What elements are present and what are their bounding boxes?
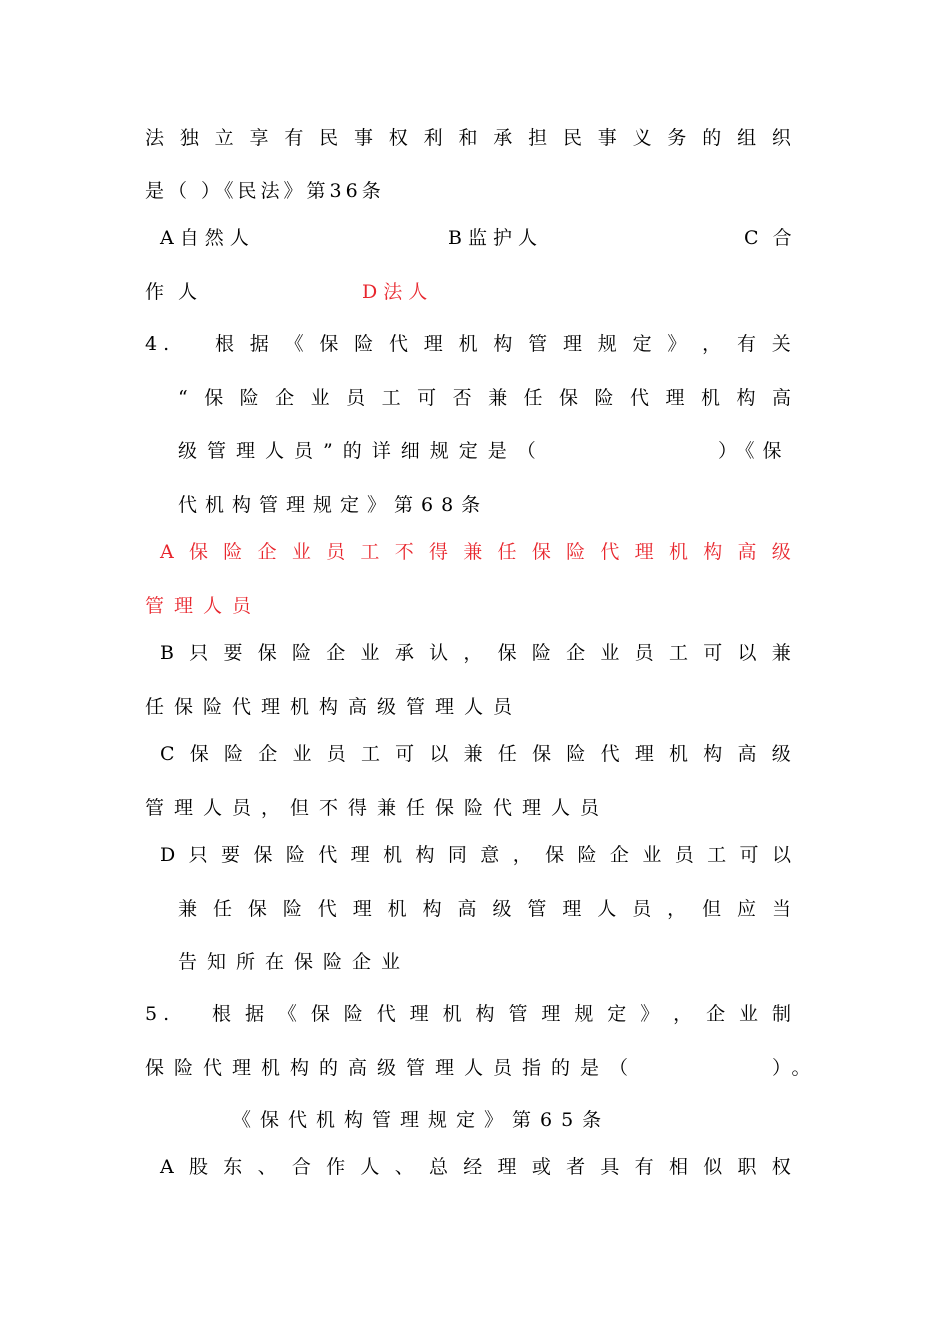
char: 管	[528, 333, 548, 355]
char: 员	[346, 387, 366, 409]
line-text: 代机构管理规定》第68条	[178, 494, 489, 516]
char: 保	[545, 844, 565, 866]
char: 构	[422, 898, 442, 920]
char: 得	[428, 541, 448, 563]
option-b-text: B监护人	[448, 227, 543, 249]
char: 否	[452, 387, 472, 409]
option-a	[160, 1155, 791, 1179]
char: 工	[360, 743, 380, 765]
char: 代	[388, 333, 408, 355]
char: 应	[737, 898, 757, 920]
char: 兼	[771, 642, 791, 664]
char: 机	[458, 333, 478, 355]
char: 级	[492, 898, 512, 920]
option-d	[160, 843, 791, 867]
question-number-text: 5.	[145, 1003, 176, 1025]
option-c	[160, 742, 791, 766]
char: 认	[429, 642, 449, 664]
char: 承	[394, 642, 414, 664]
line-text: 《保代机构管理规定》第65条	[232, 1109, 611, 1131]
text-line	[145, 126, 791, 150]
char: 可	[703, 642, 723, 664]
char: 机	[387, 898, 407, 920]
char: 《	[284, 333, 304, 355]
char: 织	[771, 127, 791, 149]
text-line	[178, 439, 546, 463]
char: 任	[497, 743, 517, 765]
char: 当	[771, 898, 791, 920]
char: 保	[532, 743, 552, 765]
char: 高	[771, 387, 791, 409]
char: 高	[457, 898, 477, 920]
char: 根	[212, 1003, 232, 1025]
char: 民	[319, 127, 339, 149]
line-text: 管理人员	[145, 595, 262, 617]
char: ，	[512, 844, 532, 866]
char: 险	[223, 541, 243, 563]
char: 管	[527, 898, 547, 920]
char: 保	[253, 844, 273, 866]
char: 理	[423, 333, 443, 355]
char: 业	[292, 743, 312, 765]
char: 、	[394, 1156, 414, 1178]
option-d-cont	[178, 950, 410, 974]
char: 保	[319, 333, 339, 355]
option-b-cont	[145, 695, 522, 719]
char: ，	[463, 642, 483, 664]
option-a-text: A自然人	[160, 227, 255, 249]
option-d-text: D法人	[362, 281, 434, 303]
char: 理	[665, 387, 685, 409]
char: 业	[642, 844, 662, 866]
char: 兼	[463, 541, 483, 563]
char: 险	[285, 844, 305, 866]
char: 保	[189, 743, 209, 765]
char: 以	[737, 642, 757, 664]
char: 保	[247, 898, 267, 920]
char: 高	[737, 743, 757, 765]
char: 制	[771, 1003, 791, 1025]
char: 企	[609, 844, 629, 866]
question-number	[145, 332, 175, 356]
text-line	[178, 386, 791, 410]
char: 理	[562, 333, 582, 355]
line-text: 保险代理机构的高级管理人员指的是（	[145, 1057, 639, 1079]
char: 工	[381, 387, 401, 409]
option-c-text: C 合	[744, 227, 796, 249]
line-text	[160, 843, 791, 867]
question-number-text: 4.	[145, 333, 176, 355]
option-b	[160, 641, 791, 665]
char: 工	[668, 642, 688, 664]
line-text	[145, 126, 791, 150]
line-text	[178, 386, 791, 410]
char: 组	[737, 127, 757, 149]
text-line	[718, 439, 790, 463]
char: 理	[352, 898, 372, 920]
line-text: 管理人员，但不得兼任保险代理人员	[145, 797, 610, 819]
char: 独	[179, 127, 199, 149]
char: 和	[458, 127, 478, 149]
char: 险	[343, 1003, 363, 1025]
option-d-cont	[178, 897, 791, 921]
char: 员	[326, 743, 346, 765]
char: 理	[562, 898, 582, 920]
char: 级	[771, 541, 791, 563]
char: 员	[326, 541, 346, 563]
char: ，	[702, 333, 722, 355]
char: 》	[640, 1003, 660, 1025]
char: 者	[566, 1156, 586, 1178]
char: 事	[353, 127, 373, 149]
line-text	[160, 742, 791, 766]
char: C	[160, 743, 175, 765]
char: 有	[736, 333, 756, 355]
text-line	[178, 493, 488, 517]
char: 定	[632, 333, 652, 355]
char: 保	[497, 642, 517, 664]
line-text	[178, 897, 791, 921]
char: 》	[667, 333, 687, 355]
option-c	[744, 226, 796, 250]
char: 担	[528, 127, 548, 149]
line-text	[160, 641, 791, 665]
char: 构	[736, 387, 756, 409]
char: 保	[204, 387, 224, 409]
char: 人	[360, 1156, 380, 1178]
char: 合	[291, 1156, 311, 1178]
char: 人	[597, 898, 617, 920]
char: 兼	[488, 387, 508, 409]
char: 工	[707, 844, 727, 866]
char: 员	[632, 898, 652, 920]
char: 险	[282, 898, 302, 920]
char: 机	[668, 541, 688, 563]
option-b	[448, 226, 543, 250]
char: 级	[771, 743, 791, 765]
char: D	[160, 844, 176, 866]
char: 要	[221, 844, 241, 866]
line-text	[215, 332, 791, 356]
char: 兼	[178, 898, 198, 920]
option-d-answer	[362, 280, 433, 304]
char: 利	[423, 127, 443, 149]
text-line	[212, 1002, 791, 1026]
text-line	[215, 332, 791, 356]
option-c-cont-text: 作人	[145, 281, 212, 303]
char: 可	[395, 743, 415, 765]
char: 险	[566, 541, 586, 563]
char: 构	[475, 1003, 495, 1025]
char: 企	[326, 642, 346, 664]
char: 任	[497, 541, 517, 563]
line-text	[212, 1002, 791, 1026]
char: 险	[354, 333, 374, 355]
char: 代	[600, 541, 620, 563]
char: 享	[249, 127, 269, 149]
char: 兼	[463, 743, 483, 765]
option-a-answer	[160, 540, 791, 564]
char: 以	[429, 743, 449, 765]
char: 民	[562, 127, 582, 149]
char: 险	[239, 387, 259, 409]
char: 根	[215, 333, 235, 355]
char: 似	[703, 1156, 723, 1178]
char: 的	[702, 127, 722, 149]
text-line	[145, 1056, 638, 1080]
char: 企	[258, 743, 278, 765]
char: 只	[188, 844, 208, 866]
char: 要	[223, 642, 243, 664]
char: 以	[771, 844, 791, 866]
char: ，	[667, 898, 687, 920]
line-text: 任保险代理机构高级管理人员	[145, 696, 523, 718]
char: 员	[634, 642, 654, 664]
char: 权	[771, 1156, 791, 1178]
char: 可	[417, 387, 437, 409]
char: 职	[737, 1156, 757, 1178]
char: 险	[594, 387, 614, 409]
char: 规	[597, 333, 617, 355]
char: 险	[292, 642, 312, 664]
char: “	[178, 387, 188, 409]
char: 可	[739, 844, 759, 866]
char: 相	[668, 1156, 688, 1178]
line-text: 告知所在保险企业	[178, 951, 411, 973]
char: 但	[702, 898, 722, 920]
char: 保	[189, 541, 209, 563]
char: 保	[257, 642, 277, 664]
char: 股	[189, 1156, 209, 1178]
line-text	[160, 1155, 791, 1179]
char: 务	[667, 127, 687, 149]
line-text: ）《保	[718, 440, 790, 462]
char: 企	[566, 642, 586, 664]
char: 管	[508, 1003, 528, 1025]
char: 立	[214, 127, 234, 149]
char: 员	[674, 844, 694, 866]
char: 法	[145, 127, 165, 149]
line-text: ）。	[772, 1057, 821, 1079]
char: 机	[383, 844, 403, 866]
char: 任	[212, 898, 232, 920]
char: 机	[669, 743, 689, 765]
char: 代	[630, 387, 650, 409]
char: 义	[632, 127, 652, 149]
char: 《	[277, 1003, 297, 1025]
char: 业	[360, 642, 380, 664]
text-line	[232, 1108, 610, 1132]
char: 企	[257, 541, 277, 563]
char: 定	[607, 1003, 627, 1025]
char: 保	[559, 387, 579, 409]
char: 险	[577, 844, 597, 866]
char: 理	[497, 1156, 517, 1178]
line-text: 级管理人员”的详细规定是（	[178, 440, 546, 462]
char: 总	[428, 1156, 448, 1178]
char: 同	[447, 844, 467, 866]
char: 构	[703, 541, 723, 563]
char: 企	[275, 387, 295, 409]
char: B	[160, 642, 174, 664]
option-a	[160, 226, 255, 250]
char: 作	[326, 1156, 346, 1178]
char: A	[160, 1156, 174, 1178]
char: 据	[244, 1003, 264, 1025]
char: 代	[600, 743, 620, 765]
char: 业	[739, 1003, 759, 1025]
char: 机	[700, 387, 720, 409]
char: 事	[597, 127, 617, 149]
question-number	[145, 1002, 175, 1026]
char: ，	[673, 1003, 693, 1025]
char: 任	[523, 387, 543, 409]
char: 只	[189, 642, 209, 664]
char: 关	[771, 333, 791, 355]
text-line	[145, 179, 385, 203]
char: 东	[223, 1156, 243, 1178]
char: A	[160, 541, 174, 563]
option-c-cont	[145, 796, 609, 820]
char: 险	[224, 743, 244, 765]
line-text	[160, 540, 791, 564]
text-line	[772, 1056, 821, 1080]
char: 或	[531, 1156, 551, 1178]
char: 、	[257, 1156, 277, 1178]
option-a-answer-cont	[145, 594, 261, 618]
char: 有	[634, 1156, 654, 1178]
char: 不	[394, 541, 414, 563]
char: 有	[284, 127, 304, 149]
char: 承	[493, 127, 513, 149]
char: 保	[531, 541, 551, 563]
char: 规	[574, 1003, 594, 1025]
char: 据	[249, 333, 269, 355]
char: 工	[360, 541, 380, 563]
char: 机	[442, 1003, 462, 1025]
char: 构	[493, 333, 513, 355]
char: 理	[541, 1003, 561, 1025]
char: 险	[531, 642, 551, 664]
char: 业	[600, 642, 620, 664]
char: 业	[310, 387, 330, 409]
option-c-cont	[145, 280, 211, 304]
char: 代	[376, 1003, 396, 1025]
char: 理	[634, 541, 654, 563]
char: 险	[566, 743, 586, 765]
char: 权	[388, 127, 408, 149]
char: 具	[600, 1156, 620, 1178]
char: 代	[317, 898, 337, 920]
char: 保	[310, 1003, 330, 1025]
char: 构	[703, 743, 723, 765]
char: 高	[737, 541, 757, 563]
char: 代	[318, 844, 338, 866]
char: 业	[291, 541, 311, 563]
char: 意	[480, 844, 500, 866]
char: 理	[634, 743, 654, 765]
char: 构	[415, 844, 435, 866]
char: 经	[463, 1156, 483, 1178]
char: 理	[409, 1003, 429, 1025]
char: 理	[350, 844, 370, 866]
char: 企	[706, 1003, 726, 1025]
line-text: 是（ ）《民法》第36条	[145, 180, 385, 202]
